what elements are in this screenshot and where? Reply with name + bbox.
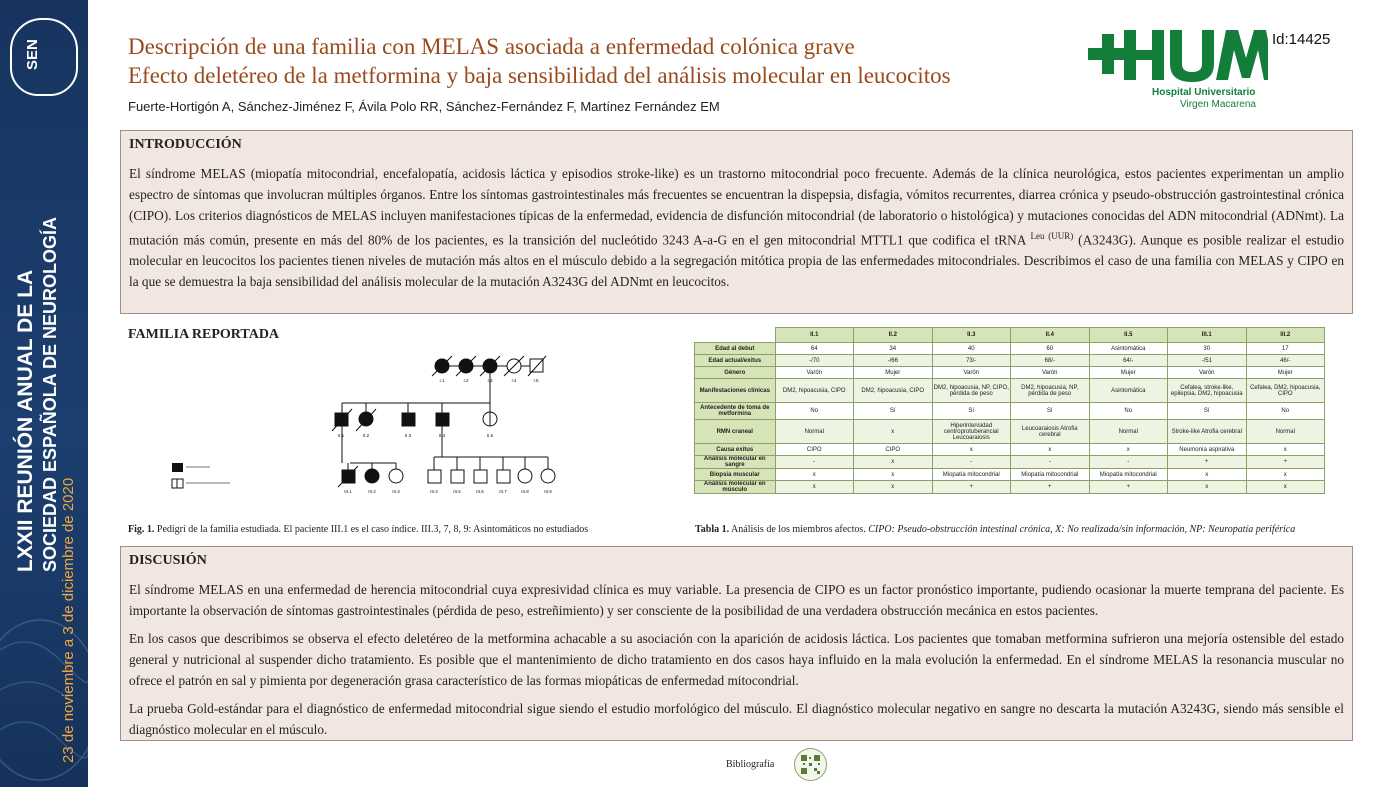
table-cell: +	[1011, 481, 1090, 494]
pedigree-label: II.1	[337, 433, 345, 438]
congress-sidebar	[0, 0, 88, 787]
table-corner	[695, 328, 776, 343]
pedigree-label: I.3	[487, 378, 493, 383]
figure-caption-label: Fig. 1.	[128, 524, 155, 535]
table-body	[695, 343, 1325, 494]
row-label: Antecedente de toma de metformina	[695, 403, 776, 420]
table-cell: x	[854, 420, 933, 444]
table-cell: Stroke-like Atrofia cerebral	[1168, 420, 1247, 444]
table-cell: Asintomática	[1089, 343, 1168, 355]
trna-superscript: Leu (UUR)	[1030, 231, 1074, 241]
table-cell: x	[854, 481, 933, 494]
table-caption-legend: CIPO: Pseudo-obstrucción intestinal crónica, X: No realizada/sin información, NP: Neuropatía periférica	[868, 524, 1296, 535]
table-cell: 64/-	[1089, 355, 1168, 367]
table-cell: Varón	[775, 367, 854, 379]
table-cell: Sí	[1011, 403, 1090, 420]
table-cell: Miopatía mitocondrial	[1011, 469, 1090, 481]
pedigree-label: I.2	[463, 378, 469, 383]
table-cell: Varón	[932, 367, 1011, 379]
table-cell: -	[932, 456, 1011, 469]
table-cell: Normal	[775, 420, 854, 444]
table-cell: x	[932, 444, 1011, 456]
row-label: Edad actual/exitus	[695, 355, 776, 367]
sen-logo	[10, 18, 78, 96]
poster-title	[128, 32, 951, 90]
hospital-subname: Virgen Macarena	[1180, 99, 1256, 110]
table-cell: -	[775, 456, 854, 469]
introduction-heading: INTRODUCCIÓN	[129, 137, 242, 152]
table-cell: +	[1089, 481, 1168, 494]
table-row	[695, 379, 1325, 403]
table-cell: Cefalea, DM2, hipoacusia, CIPO	[1246, 379, 1325, 403]
discussion-paragraph-3: La prueba Gold-estándar para el diagnóstico de enfermedad mitocondrial sigue siendo el estudio morfológico del músculo. El diagnóstico molecular negativo en sangre no descarta la mutación A3243G, siendo más sensible el diagnóstico molecular en el músculo.	[129, 701, 1344, 737]
table-cell: DM2, hipoacusia, CIPO	[775, 379, 854, 403]
discussion-section	[120, 546, 1353, 741]
pedigree-label: III.2	[368, 489, 376, 494]
table-row	[695, 456, 1325, 469]
pedigree-label: III.9	[544, 489, 552, 494]
table-cell: Normal	[1246, 420, 1325, 444]
pedigree-label: III.1	[344, 489, 352, 494]
figure-caption-text: Pedigrí de la familia estudiada. El paciente III.1 es el caso índice. III.3, 7, 8, 9: Asintomáticos no estudiados	[156, 524, 589, 535]
table-cell: 46/-	[1246, 355, 1325, 367]
sen-logo-label: SEN	[24, 39, 41, 70]
table-cell: Sí	[932, 403, 1011, 420]
table-cell: CIPO	[854, 444, 933, 456]
hospital-name: Hospital Universitario	[1152, 87, 1256, 98]
table-cell: -	[1089, 456, 1168, 469]
column-header: II.2	[854, 328, 933, 343]
pedigree-label: II.3	[404, 433, 412, 438]
title-line-1: Descripción de una familia con MELAS asociada a enfermedad colónica grave	[128, 34, 855, 59]
table-cell: No	[1246, 403, 1325, 420]
table-cell: +	[1246, 456, 1325, 469]
table-cell: No	[775, 403, 854, 420]
table-cell: DM2, hipoacusia, NP, pérdida de peso	[1011, 379, 1090, 403]
congress-title-line1: LXXII REUNIÓN ANUAL DE LA	[14, 269, 37, 572]
table-cell: 64	[775, 343, 854, 355]
column-header: III.1	[1168, 328, 1247, 343]
table-cell: 73/-	[932, 355, 1011, 367]
table-cell: Varón	[1168, 367, 1247, 379]
pedigree-label: III.6	[476, 489, 484, 494]
row-label: Análisis molecular en músculo	[695, 481, 776, 494]
congress-dates: 23 de noviembre a 3 de diciembre de 2020	[60, 477, 77, 763]
table-cell: Neumonía aspirativa	[1168, 444, 1247, 456]
table-caption-label: Tabla 1.	[695, 524, 730, 535]
pedigree-label: I.5	[533, 378, 539, 383]
row-label: RMN craneal	[695, 420, 776, 444]
intro-text-a: El síndrome MELAS (miopatía mitocondrial, encefalopatía, acidosis láctica y episodios stroke-like) es un trastorno mitocondrial poco frecuente. Además de la clínica neurológica, estos pacientes experimentan un amplio espectro de síntomas que involucran múltiples órganos. Entre los síntomas gastrointestinales más frecuentes se encuentran la dispepsia, disfagia, vómitos recurrentes, diarrea crónica y pseudo-obstrucción gastrointestinal crónica (CIPO). Los criterios diagnósticos de MELAS incluyen manifestaciones típicas de la enfermedad, evidencia de disfunción mitocondrial (de laboratorio o histológica) y mutaciones conocidas del ADN mitocondrial (ADNmt). La mutación más común, presente en más del 80% de los pacientes, es la transición del nucleótido 3243 A-a-G en el gen mitocondrial MTTL1 que codifica el tRNA	[129, 166, 1344, 248]
column-header: II.4	[1011, 328, 1090, 343]
table-cell: +	[932, 481, 1011, 494]
pedigree-label: III.7	[499, 489, 507, 494]
table-cell: -/51	[1168, 355, 1247, 367]
column-header: II.3	[932, 328, 1011, 343]
table-cell: 17	[1246, 343, 1325, 355]
table-cell: x	[1246, 481, 1325, 494]
table-cell: Normal	[1089, 420, 1168, 444]
table-cell: x	[1168, 481, 1247, 494]
pedigree-label: III.5	[453, 489, 461, 494]
family-heading: FAMILIA REPORTADA	[128, 327, 280, 342]
table-row	[695, 403, 1325, 420]
discussion-heading: DISCUSIÓN	[129, 553, 207, 568]
table-cell: Miopatía mitocondrial	[1089, 469, 1168, 481]
table-cell: CIPO	[775, 444, 854, 456]
column-header: II.1	[775, 328, 854, 343]
authors: Fuerte-Hortigón A, Sánchez-Jiménez F, Ávila Polo RR, Sánchez-Fernández F, Martínez Fernández EM	[128, 99, 720, 114]
table-cell: Leucoaraiosis Atrofia cerebral	[1011, 420, 1090, 444]
pedigree-label: III.8	[521, 489, 529, 494]
table-cell: x	[1168, 469, 1247, 481]
table-cell: 60	[1011, 343, 1090, 355]
table-cell: x	[854, 469, 933, 481]
table-cell: 68/-	[1011, 355, 1090, 367]
table-cell: x	[1011, 444, 1090, 456]
pedigree-label: II.5	[486, 433, 494, 438]
column-header: II.5	[1089, 328, 1168, 343]
table-cell: x	[1246, 444, 1325, 456]
table-row	[695, 444, 1325, 456]
row-label: Edad al debut	[695, 343, 776, 355]
pedigree-label: I.1	[439, 378, 445, 383]
table-row	[695, 355, 1325, 367]
table-cell: DM2, hipoacusia, CIPO	[854, 379, 933, 403]
bibliography-qr-icon[interactable]	[794, 748, 827, 781]
introduction-text	[129, 163, 1344, 292]
table-cell: 30	[1168, 343, 1247, 355]
table-cell: 34	[854, 343, 933, 355]
introduction-section	[120, 130, 1353, 314]
pedigree-label: II.4	[438, 433, 446, 438]
table-cell: x	[854, 456, 933, 469]
bibliography-label: Bibliografía	[726, 759, 775, 770]
table-row	[695, 469, 1325, 481]
table-cell: Sí	[854, 403, 933, 420]
congress-title-line2: SOCIEDAD ESPAÑOLA DE NEUROLOGÍA	[40, 216, 60, 572]
figure-caption	[128, 524, 588, 535]
table-row	[695, 420, 1325, 444]
table-cell: +	[1168, 456, 1247, 469]
poster-id: Id:14425	[1272, 31, 1331, 48]
row-label: Causa exitus	[695, 444, 776, 456]
table-cell: Asintomática	[1089, 379, 1168, 403]
table-cell: -/70	[775, 355, 854, 367]
table-cell: Mujer	[1089, 367, 1168, 379]
table-caption	[695, 524, 1295, 535]
pedigree-label: III.4	[430, 489, 438, 494]
table-cell: Cefalea, stroke-like, epilepsia, DM2, hipoacusia	[1168, 379, 1247, 403]
title-line-2: Efecto deletéreo de la metformina y baja sensibilidad del análisis molecular en leucocitos	[128, 63, 951, 88]
table-cell: x	[1246, 469, 1325, 481]
members-table	[694, 327, 1325, 494]
table-row	[695, 343, 1325, 355]
table-cell: Sí	[1168, 403, 1247, 420]
table-caption-text: Análisis de los miembros afectos.	[731, 524, 866, 535]
table-cell: Hiperintensidad centroprotuberancial Leucoaraiosis	[932, 420, 1011, 444]
table-cell: x	[1089, 444, 1168, 456]
table-cell: Mujer	[854, 367, 933, 379]
pedigree-label: II.2	[362, 433, 370, 438]
column-header: III.2	[1246, 328, 1325, 343]
intro-text-b: (A3243G). Aunque es posible realizar el estudio molecular en leucocitos los pacientes tienen niveles de mutación más altos en el músculo debido a la segregación mitótica propia de las enfermedades mitocondriales. Describimos el caso de una familia con MELAS y CIPO en la que se demuestra la baja sensibilidad del análisis molecular de la mutación A3243G del ADNmt en leucocitos.	[129, 232, 1345, 290]
table-cell: x	[775, 469, 854, 481]
pedigree-chart	[170, 345, 570, 505]
pedigree-label: I.4	[511, 378, 517, 383]
row-label: Análisis molecular en sangre	[695, 456, 776, 469]
discussion-paragraph-2: En los casos que describimos se observa el efecto deletéreo de la metformina achacable a su asociación con la aparición de acidosis láctica. Los pacientes que tomaban metformina sufrieron una mejoría ostensible del estado general y nutricional al suspender dicho tratamiento. Es posible que el mantenimiento de dicho tratamiento en dos casos haya influido en la mala evolución la enfermedad. En el síndrome MELAS la resonancia muscular no ofrece el patrón en sal y pimienta por degeneración grasa característico de las formas miopáticas de enfermedad mitocondrial.	[129, 631, 1344, 688]
table-cell: 40	[932, 343, 1011, 355]
table-cell: -	[1011, 456, 1090, 469]
row-label: Manifestaciones clínicas	[695, 379, 776, 403]
pedigree-label: III.3	[392, 489, 400, 494]
table-cell: No	[1089, 403, 1168, 420]
table-cell: Mujer	[1246, 367, 1325, 379]
row-label: Biopsia muscular	[695, 469, 776, 481]
row-label: Género	[695, 367, 776, 379]
discussion-paragraph-1: El síndrome MELAS en una enfermedad de herencia mitocondrial cuya expresividad clínica es muy variable. La presencia de CIPO es un factor pronóstico importante, pudiendo ocasionar la muerte temprana del paciente. Es importante la observación de síntomas gastrointestinales (pérdida de peso, estreñimiento) y ser consciente de la posibilidad de una verdadera obstrucción mecánica en estos pacientes.	[129, 582, 1344, 618]
table-cell: -/66	[854, 355, 933, 367]
table-cell: Miopatía mitocondrial	[932, 469, 1011, 481]
table-cell: x	[775, 481, 854, 494]
table-row	[695, 481, 1325, 494]
table-row	[695, 367, 1325, 379]
table-cell: DM2, hipoacusia, NP, CIPO, pérdida de peso	[932, 379, 1011, 403]
table-header-row	[695, 328, 1325, 343]
table-cell: Varón	[1011, 367, 1090, 379]
